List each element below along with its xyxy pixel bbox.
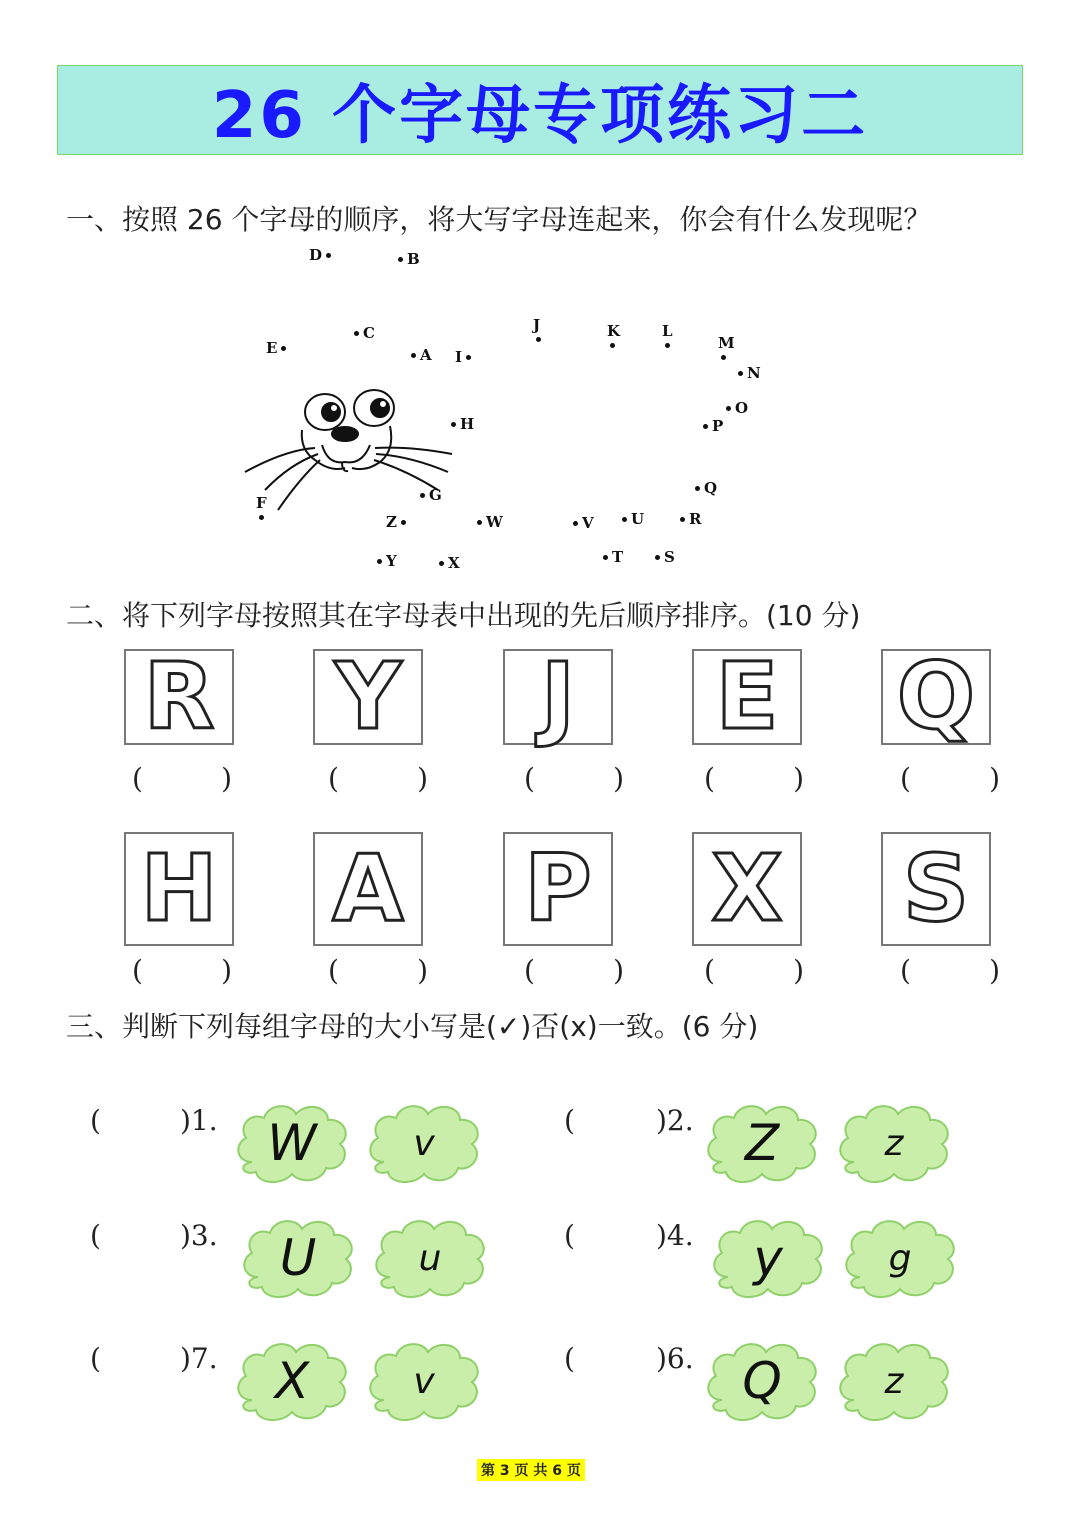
cloud-letter-card <box>232 1338 352 1424</box>
answer-paren-open[interactable]: ( <box>564 1219 575 1252</box>
letter-card <box>124 643 234 750</box>
paren-close: ) <box>989 954 1000 987</box>
cloud-letter-card <box>834 1100 954 1186</box>
outline-letter: E <box>715 643 779 750</box>
question-number: )6. <box>656 1342 694 1375</box>
first-letter: Z <box>744 1114 780 1172</box>
paren-close: ) <box>417 954 428 987</box>
question-number: )3. <box>180 1219 218 1252</box>
dot-y: Y <box>386 552 397 570</box>
dot-t: T <box>612 548 624 566</box>
letter-card <box>503 643 613 750</box>
section3-heading: 三、判断下列每组字母的大小写是(✓)否(x)一致。(6 分) <box>66 1010 759 1043</box>
dot-c: C <box>363 324 375 342</box>
dot-w: W <box>486 513 503 531</box>
answer-paren-open[interactable]: ( <box>90 1342 101 1375</box>
dot-q: Q <box>704 479 718 497</box>
first-letter: U <box>279 1229 317 1287</box>
cloud-letter-card <box>370 1215 490 1301</box>
outline-letter: Y <box>334 643 402 750</box>
paren-open: ( <box>704 954 715 987</box>
dot-n: N <box>747 364 761 382</box>
dot-v: V <box>582 514 594 532</box>
paren-open: ( <box>704 762 715 795</box>
outline-letter: S <box>902 835 970 942</box>
dot-z: Z <box>386 513 397 531</box>
outline-letter: R <box>143 643 215 750</box>
outline-letter: P <box>524 835 592 942</box>
outline-letter: Q <box>896 643 976 750</box>
letter-card <box>313 643 423 750</box>
second-letter: z <box>884 1360 904 1402</box>
paren-open: ( <box>328 954 339 987</box>
outline-letter: H <box>140 835 218 942</box>
section2-heading: 二、将下列字母按照其在字母表中出现的先后顺序排序。(10 分) <box>66 599 861 632</box>
question-number: )2. <box>656 1104 694 1137</box>
paren-close: ) <box>221 954 232 987</box>
paren-close: ) <box>989 762 1000 795</box>
first-letter: X <box>274 1352 310 1410</box>
cloud-letter-card <box>238 1215 358 1301</box>
section1-heading: 一、按照 26 个字母的顺序，将大写字母连起来，你会有什么发现呢？ <box>66 203 932 236</box>
cloud-letter-card <box>702 1100 822 1186</box>
paren-open: ( <box>524 954 535 987</box>
answer-paren-open[interactable]: ( <box>564 1342 575 1375</box>
dot-r: R <box>689 510 702 528</box>
second-letter: g <box>888 1237 912 1279</box>
cloud-letter-card <box>702 1338 822 1424</box>
dot-k: K <box>607 322 621 340</box>
dot-j: J <box>533 316 541 334</box>
cloud-letter-card <box>364 1100 484 1186</box>
answer-blank[interactable] <box>524 954 624 987</box>
answer-blank[interactable] <box>132 762 232 795</box>
title-banner <box>57 65 1023 155</box>
second-letter: v <box>413 1122 435 1164</box>
page-title: 26 个字母专项练习二 <box>211 79 869 153</box>
answer-blank[interactable] <box>132 954 232 987</box>
outline-letter: J <box>540 643 576 750</box>
dot-x: X <box>448 554 460 572</box>
letter-card <box>881 643 991 750</box>
dot-a: A <box>420 346 432 364</box>
letter-card <box>124 832 234 946</box>
cloud-letter-card <box>840 1215 960 1301</box>
answer-blank[interactable] <box>524 762 624 795</box>
dot-m: M <box>718 334 735 352</box>
answer-paren-open[interactable]: ( <box>90 1104 101 1137</box>
cloud-letter-card <box>708 1215 828 1301</box>
dot-p: P <box>712 417 724 435</box>
paren-close: ) <box>793 954 804 987</box>
outline-letter: A <box>332 835 404 942</box>
answer-blank[interactable] <box>328 762 428 795</box>
dot-l: L <box>662 322 673 340</box>
dot-u: U <box>631 510 645 528</box>
paren-open: ( <box>132 954 143 987</box>
answer-blank[interactable] <box>704 762 804 795</box>
cloud-letter-card <box>364 1338 484 1424</box>
cloud-letter-card <box>232 1100 352 1186</box>
second-letter: v <box>413 1360 435 1402</box>
answer-paren-open[interactable]: ( <box>90 1219 101 1252</box>
second-letter: z <box>884 1122 904 1164</box>
dot-o: O <box>735 399 749 417</box>
letter-card <box>503 832 613 946</box>
paren-open: ( <box>328 762 339 795</box>
dot-to-dot-area <box>230 240 790 580</box>
question-number: )1. <box>180 1104 218 1137</box>
dot-d: D <box>309 246 323 264</box>
answer-paren-open[interactable]: ( <box>564 1104 575 1137</box>
dot-s: S <box>664 548 675 566</box>
paren-open: ( <box>900 954 911 987</box>
paren-open: ( <box>900 762 911 795</box>
paren-open: ( <box>524 762 535 795</box>
outline-letter: X <box>711 835 783 942</box>
paren-close: ) <box>613 762 624 795</box>
letter-card <box>881 832 991 946</box>
dot-h: H <box>460 415 475 433</box>
paren-close: ) <box>613 954 624 987</box>
first-letter: y <box>753 1229 783 1287</box>
dot-e: E <box>266 339 278 357</box>
paren-open: ( <box>132 762 143 795</box>
letter-card <box>692 643 802 750</box>
answer-blank[interactable] <box>900 762 1000 795</box>
paren-close: ) <box>793 762 804 795</box>
page-number-badge: 第 3 页 共 6 页 <box>477 1459 585 1481</box>
cloud-letter-card <box>834 1338 954 1424</box>
first-letter: W <box>267 1114 317 1172</box>
answer-blank[interactable] <box>704 954 804 987</box>
letter-card <box>313 832 423 946</box>
question-number: )7. <box>180 1342 218 1375</box>
second-letter: u <box>418 1237 442 1279</box>
dot-g: G <box>429 486 442 504</box>
question-number: )4. <box>656 1219 694 1252</box>
letter-card <box>692 832 802 946</box>
dot-i: I <box>455 348 463 366</box>
first-letter: Q <box>742 1352 782 1410</box>
answer-blank[interactable] <box>900 954 1000 987</box>
paren-close: ) <box>221 762 232 795</box>
answer-blank[interactable] <box>328 954 428 987</box>
paren-close: ) <box>417 762 428 795</box>
seal-face-drawing <box>230 240 790 580</box>
dot-f: F <box>256 494 267 512</box>
dot-b: B <box>407 250 420 268</box>
